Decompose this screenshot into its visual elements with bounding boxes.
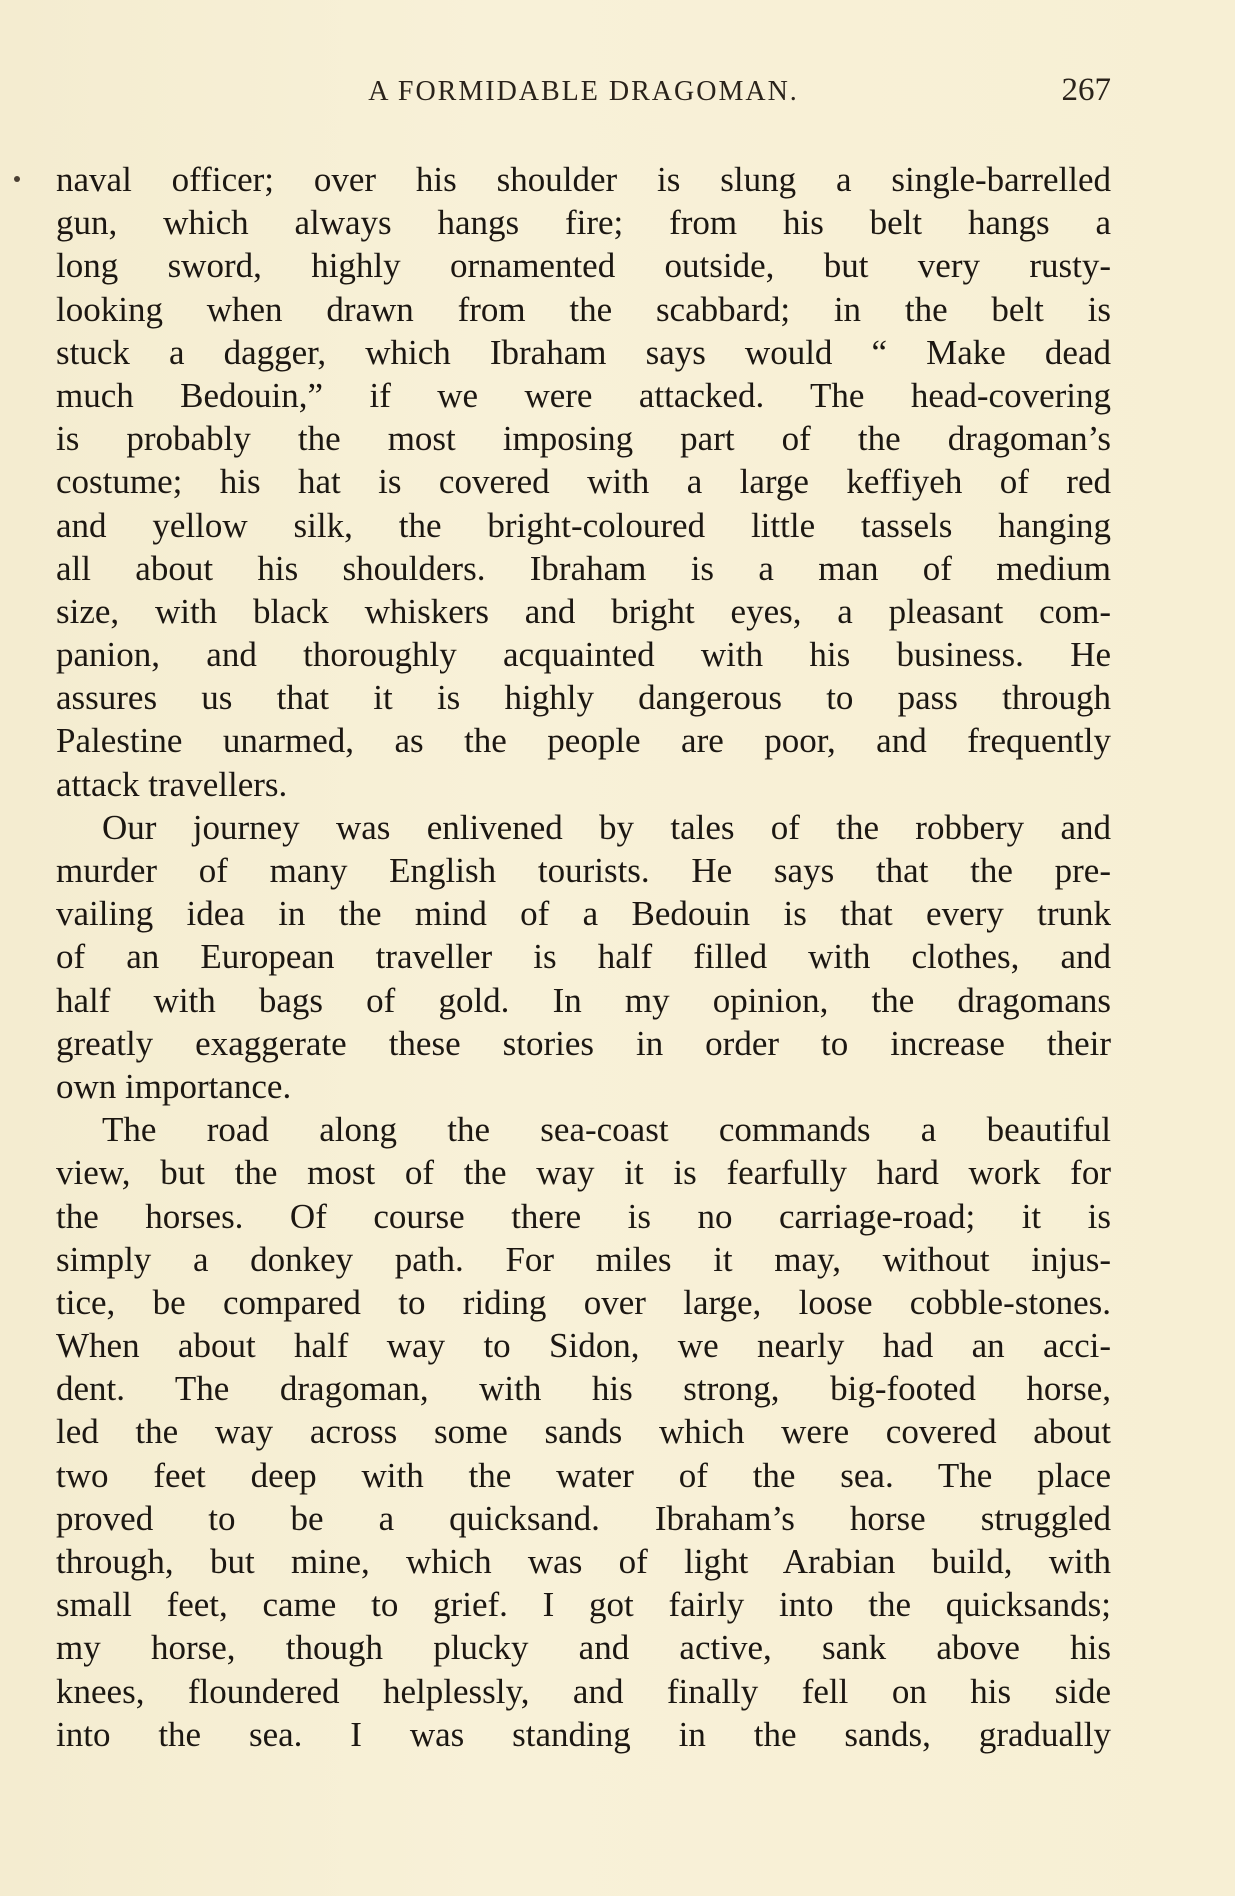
text-line: gun, which always hangs fire; from his belt hangs a: [56, 203, 1111, 243]
text-line: naval officer; over his shoulder is slung a single-barrelled: [56, 160, 1111, 199]
text-line: panion, and thoroughly acquainted with his business. He: [56, 635, 1111, 675]
running-title: A FORMIDABLE DRAGOMAN.: [368, 76, 799, 107]
text-line: all about his shoulders. Ibraham is a man of medium: [56, 548, 1111, 588]
text-line: long sword, highly ornamented outside, but very rusty-: [56, 246, 1111, 286]
text-line: into the sea. I was standing in the sands, gradually: [56, 1714, 1111, 1754]
text-line: much Bedouin,” if we were attacked. The head-covering: [56, 375, 1111, 415]
page-header: [56, 72, 1111, 116]
text-line: murder of many English tourists. He says that the pre-: [56, 851, 1111, 890]
text-line: vailing idea in the mind of a Bedouin is that every trunk: [56, 894, 1111, 934]
text-line: half with bags of gold. In my opinion, the dragomans: [56, 980, 1111, 1020]
text-line: through, but mine, which was of light Arabian build, with: [56, 1542, 1111, 1581]
text-line: size, with black whiskers and bright eyes, a pleasant com-: [56, 591, 1111, 631]
text-line: dent. The dragoman, with his strong, big-footed horse,: [56, 1369, 1111, 1409]
text-line: led the way across some sands which were covered about: [56, 1412, 1111, 1452]
text-line: two feet deep with the water of the sea. The place: [56, 1455, 1111, 1495]
text-line: tice, be compared to riding over large, loose cobble-stones.: [56, 1282, 1111, 1322]
page-number: 267: [1061, 72, 1111, 108]
text-line: the horses. Of course there is no carriage-road; it is: [56, 1196, 1111, 1236]
text-line: Palestine unarmed, as the people are poor, and frequently: [56, 721, 1111, 761]
text-line: knees, floundered helplessly, and finally fell on his side: [56, 1671, 1111, 1711]
text-line: stuck a dagger, which Ibraham says would “ Make dead: [56, 332, 1111, 372]
paragraph-end-line: own importance.: [56, 1066, 292, 1106]
text-line: looking when drawn from the scabbard; in the belt is: [56, 289, 1111, 329]
paragraph-start-line: Our journey was enlivened by tales of the robbery and: [102, 807, 1111, 847]
text-line: small feet, came to grief. I got fairly into the quicksands;: [56, 1585, 1111, 1625]
text-line: of an European traveller is half filled with clothes, and: [56, 937, 1111, 977]
text-line: costume; his hat is covered with a large keffiyeh of red: [56, 462, 1111, 502]
margin-dot-mark: [14, 176, 20, 182]
body-text: [56, 158, 1111, 1756]
text-line: proved to be a quicksand. Ibraham’s horse struggled: [56, 1498, 1111, 1538]
text-line: When about half way to Sidon, we nearly had an acci-: [56, 1326, 1111, 1366]
text-line: is probably the most imposing part of the dragoman’s: [56, 419, 1111, 459]
text-line: my horse, though plucky and active, sank above his: [56, 1628, 1111, 1668]
text-line: greatly exaggerate these stories in order to increase their: [56, 1023, 1111, 1063]
text-line: assures us that it is highly dangerous to pass through: [56, 678, 1111, 718]
text-line: and yellow silk, the bright-coloured little tassels hanging: [56, 505, 1111, 545]
paragraph-start-line: The road along the sea-coast commands a beautiful: [102, 1110, 1111, 1150]
text-line: simply a donkey path. For miles it may, without injus-: [56, 1239, 1111, 1279]
text-line: view, but the most of the way it is fearfully hard work for: [56, 1153, 1111, 1193]
paragraph-end-line: attack travellers.: [56, 764, 288, 804]
